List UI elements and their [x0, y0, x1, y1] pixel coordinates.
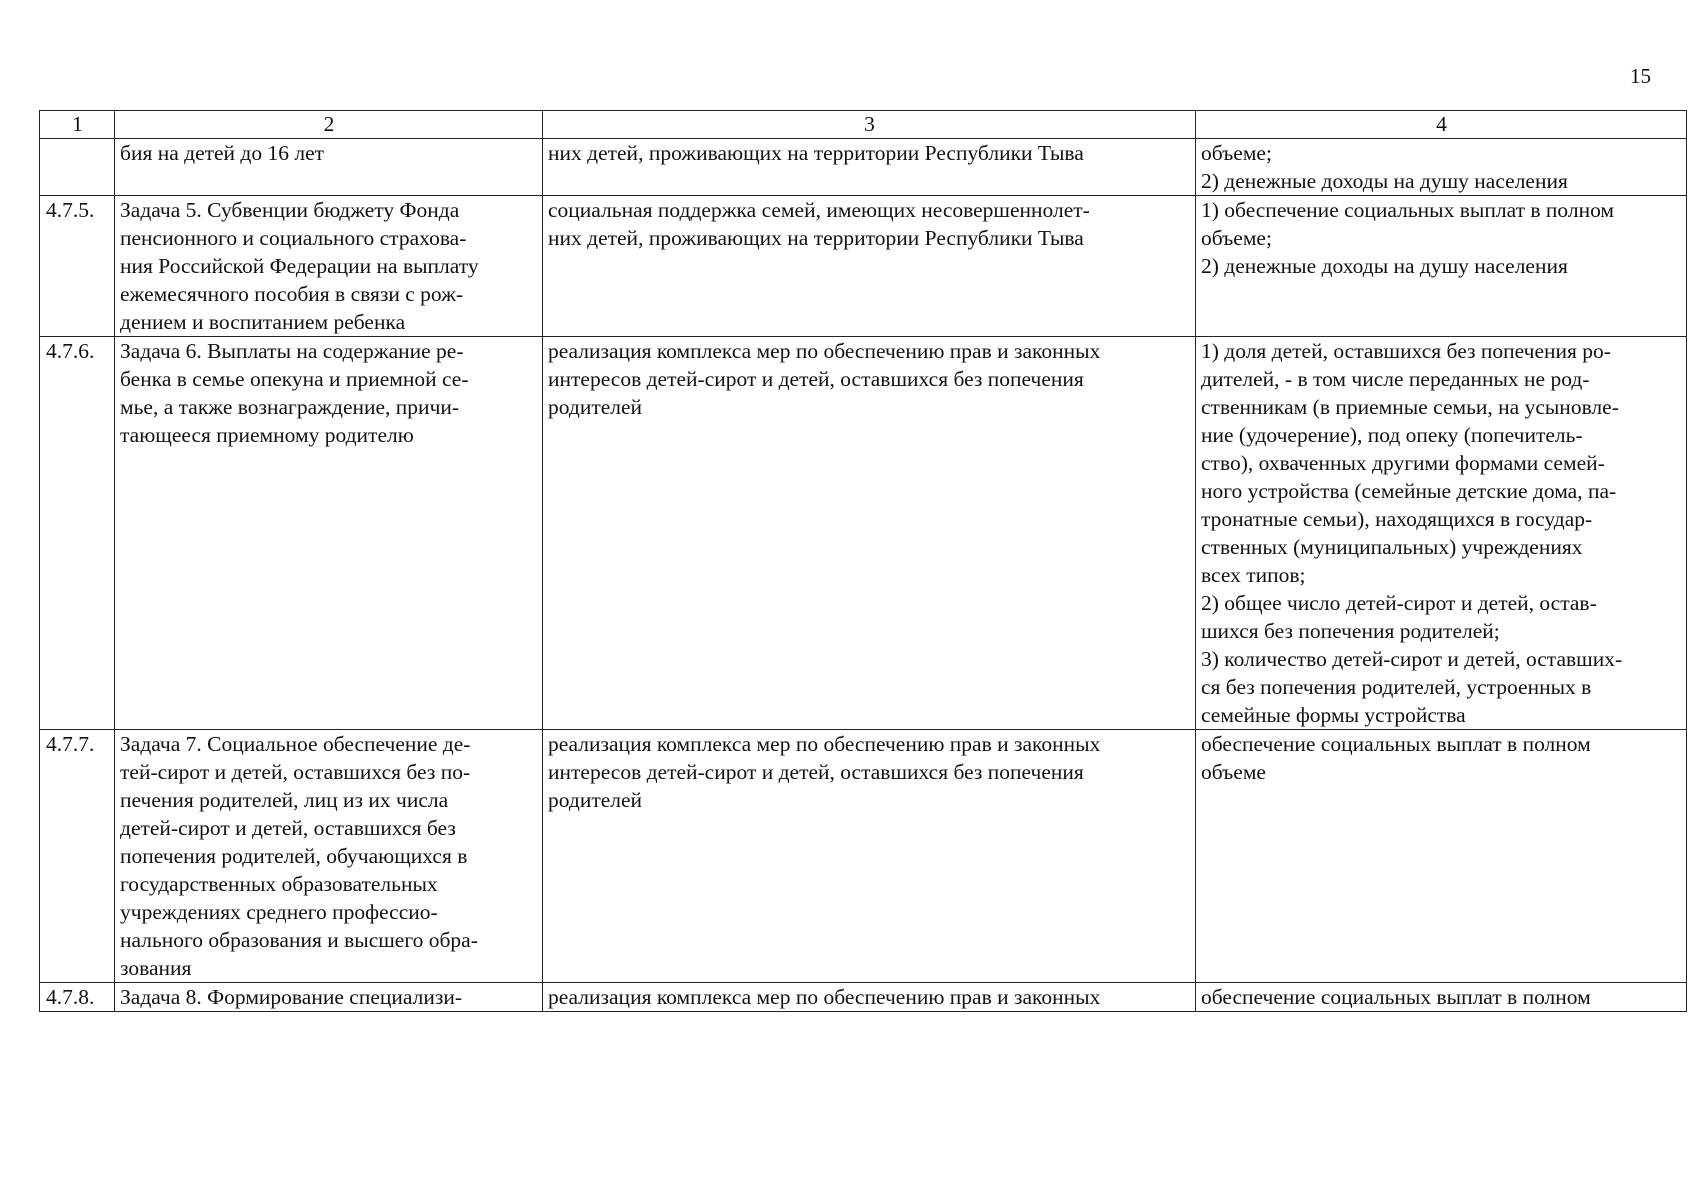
- row-number-cell: [40, 139, 115, 196]
- indicators-cell: 1) доля детей, оставшихся без попечения ро- дителей, - в том числе переданных не род- ственникам (в приемные семьи, на усыновле- ние (удочерение), под опеку (попечитель- ство), охваченных другими формами семей- ного устройства (семейные детские дома, па- тронатные семьи), находящихся в государ- ственных (муниципальных) учреждениях всех типов; 2) общее число детей-сирот и детей, остав- шихся без попечения родителей; 3) количество детей-сирот и детей, оставших- ся без попечения родителей, устроенных в семейные формы устройства: [1196, 337, 1687, 730]
- task-cell: Задача 5. Субвенции бюджету Фонда пенсионного и социального страхова- ния Российской Федерации на выплату ежемесячного пособия в связи с рож- дением и воспитанием ребенка: [115, 196, 543, 337]
- indicators-cell: обеспечение социальных выплат в полном: [1196, 983, 1687, 1012]
- table-row: [40, 196, 1687, 337]
- table-header-row: [40, 111, 1687, 139]
- indicators-cell: объеме; 2) денежные доходы на душу населения: [1196, 139, 1687, 196]
- purpose-cell: реализация комплекса мер по обеспечению прав и законных: [543, 983, 1196, 1012]
- header-cell-2: 2: [115, 111, 543, 139]
- row-number-cell: 4.7.5.: [40, 196, 115, 337]
- row-number-cell: 4.7.8.: [40, 983, 115, 1012]
- header-cell-3: 3: [543, 111, 1196, 139]
- table-row: [40, 139, 1687, 196]
- table-row: [40, 337, 1687, 730]
- task-cell: Задача 7. Социальное обеспечение де- тей-сирот и детей, оставшихся без по- печения родителей, лиц из их числа детей-сирот и детей, оставшихся без попечения родителей, обучающихся в государственных образовательных учреждениях среднего профессио- нального образования и высшего обра- зования: [115, 730, 543, 983]
- indicators-cell: обеспечение социальных выплат в полном объеме: [1196, 730, 1687, 983]
- task-cell: Задача 8. Формирование специализи-: [115, 983, 543, 1012]
- indicators-cell: 1) обеспечение социальных выплат в полном объеме; 2) денежные доходы на душу населения: [1196, 196, 1687, 337]
- table-row: [40, 983, 1687, 1012]
- table-row: [40, 730, 1687, 983]
- purpose-cell: реализация комплекса мер по обеспечению прав и законных интересов детей-сирот и детей, оставшихся без попечения родителей: [543, 730, 1196, 983]
- row-number-cell: 4.7.6.: [40, 337, 115, 730]
- header-cell-4: 4: [1196, 111, 1687, 139]
- purpose-cell: реализация комплекса мер по обеспечению прав и законных интересов детей-сирот и детей, оставшихся без попечения родителей: [543, 337, 1196, 730]
- program-tasks-table: [39, 110, 1687, 1012]
- page-number: 15: [1630, 64, 1651, 88]
- header-cell-1: 1: [40, 111, 115, 139]
- purpose-cell: социальная поддержка семей, имеющих несовершеннолет- них детей, проживающих на территории Республики Тыва: [543, 196, 1196, 337]
- task-cell: бия на детей до 16 лет: [115, 139, 543, 196]
- task-cell: Задача 6. Выплаты на содержание ре- бенка в семье опекуна и приемной се- мье, а также вознаграждение, причи- тающееся приемному родителю: [115, 337, 543, 730]
- purpose-cell: них детей, проживающих на территории Республики Тыва: [543, 139, 1196, 196]
- row-number-cell: 4.7.7.: [40, 730, 115, 983]
